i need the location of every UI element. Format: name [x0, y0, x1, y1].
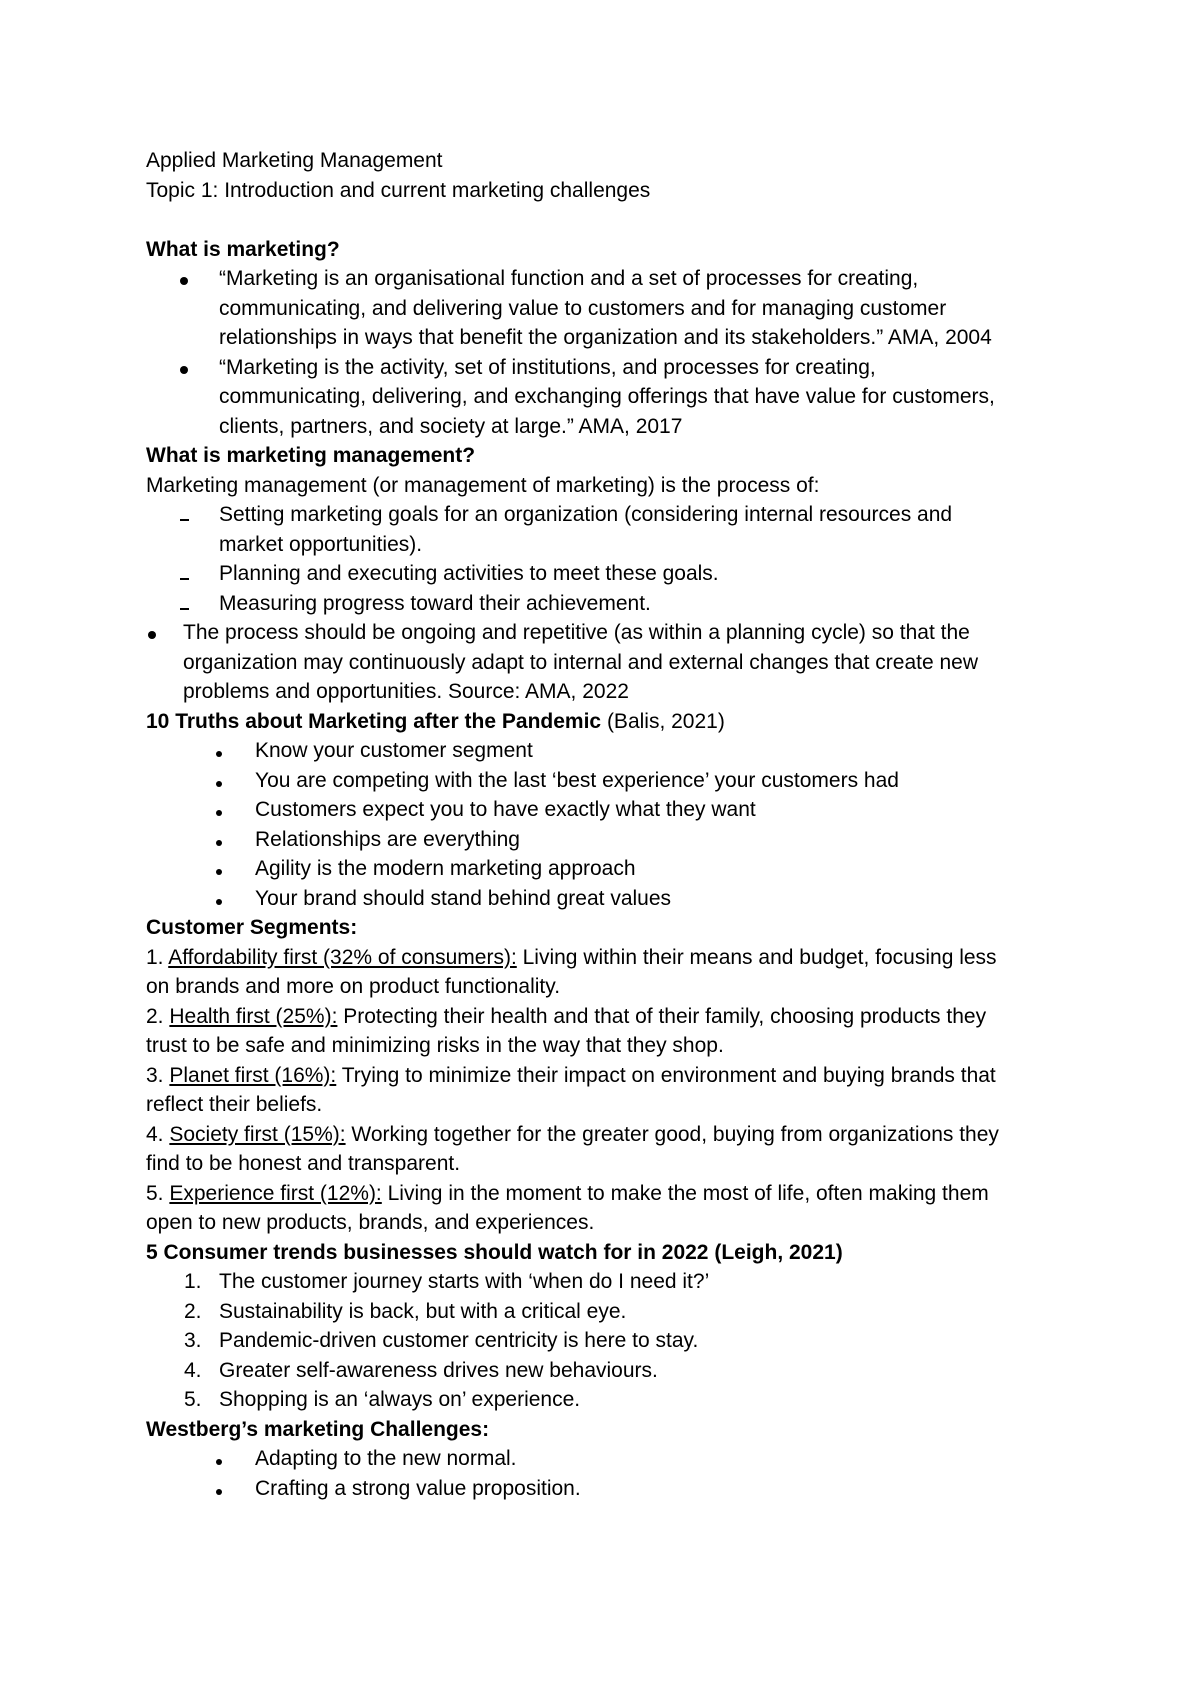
trend-item: The customer journey starts with ‘when do I need it?’ — [219, 1270, 710, 1293]
segment-item: 2. Health first (25%): Protecting their health and that of their family, choosing products they trust to be safe and minimizing risks in the way that they shop. — [146, 1004, 987, 1057]
definition-ama-2017: “Marketing is the activity, set of institutions, and processes for creating, communicating, delivering, and exchanging offerings that have value for customers, clients, partners, and society at large.” AMA, 2017 — [219, 355, 995, 438]
list-item — [146, 854, 1076, 884]
challenge-item: Adapting to the new normal. — [255, 1447, 517, 1470]
list-item — [146, 825, 1076, 855]
management-step: Planning and executing activities to meet these goals. — [219, 562, 719, 585]
section-heading-management: What is marketing management? — [146, 444, 476, 467]
section-heading-marketing: What is marketing? — [146, 237, 340, 261]
list-item — [146, 618, 1076, 707]
bullet-icon — [216, 766, 222, 796]
list-item — [146, 884, 1076, 914]
bullet-icon — [180, 264, 188, 294]
list-item — [146, 353, 1076, 442]
dash-icon — [180, 500, 189, 530]
list-number: 4. — [184, 1358, 202, 1382]
trend-item: Sustainability is back, but with a critical eye. — [219, 1299, 627, 1323]
truths-heading: 10 Truths about Marketing after the Pandemic — [146, 709, 602, 733]
list-item — [146, 589, 1076, 619]
list-item — [146, 1385, 1076, 1415]
list-item — [146, 559, 1076, 589]
truth-item: Your brand should stand behind great values — [255, 886, 672, 910]
course-title: Applied Marketing Management — [146, 149, 443, 172]
section-heading-challenges: Westberg’s marketing Challenges: — [146, 1417, 490, 1441]
list-item — [146, 766, 1076, 796]
management-step: Measuring progress toward their achievement. — [219, 591, 651, 615]
bullet-icon — [148, 618, 156, 648]
trend-item: Shopping is an ‘always on’ experience. — [219, 1388, 581, 1411]
dash-icon — [180, 589, 189, 619]
truth-item: Relationships are everything — [255, 827, 520, 851]
list-number: 5. — [184, 1388, 202, 1411]
list-item — [146, 1356, 1076, 1386]
segment-item: 4. Society first (15%): Working together for the greater good, buying from organizations they find to be honest and transparent. — [146, 1122, 999, 1175]
management-intro: Marketing management (or management of marketing) is the process of: — [146, 473, 820, 497]
truth-item: Agility is the modern marketing approach — [255, 857, 636, 880]
trend-item: Pandemic-driven customer centricity is here to stay. — [219, 1329, 699, 1352]
truth-item: Know your customer segment — [255, 739, 533, 762]
section-heading-segments: Customer Segments: — [146, 916, 358, 939]
section-heading-trends: 5 Consumer trends businesses should watch for in 2022 (Leigh, 2021) — [146, 1240, 843, 1264]
list-number: 2. — [184, 1299, 202, 1323]
list-item — [146, 1297, 1076, 1327]
bullet-icon — [216, 825, 222, 855]
challenge-item: Crafting a strong value proposition. — [255, 1476, 581, 1500]
list-item — [146, 795, 1076, 825]
list-item — [146, 1444, 1076, 1474]
document-page — [146, 146, 1076, 1503]
bullet-icon — [216, 1444, 222, 1474]
management-note: The process should be ongoing and repetitive (as within a planning cycle) so that the organization may continuously adapt to internal and external changes that create new problems and opportunities. Source: AMA, 2022 — [183, 621, 979, 703]
list-number: 1. — [184, 1270, 202, 1293]
list-number: 3. — [184, 1329, 202, 1352]
management-step: Setting marketing goals for an organization (considering internal resources and market opportunities). — [219, 503, 953, 556]
section-heading-truths — [146, 707, 1076, 737]
truths-citation: (Balis, 2021) — [601, 709, 725, 733]
bullet-icon — [216, 854, 222, 884]
definition-ama-2004: “Marketing is an organisational function and a set of processes for creating, communicating, and delivering value to customers and for managing customer relationships in ways that benefit the organization and its stakeholders.” AMA, 2004 — [219, 267, 992, 349]
list-item — [146, 1326, 1076, 1356]
topic-title: Topic 1: Introduction and current marketing challenges — [146, 178, 651, 202]
truth-item: You are competing with the last ‘best experience’ your customers had — [255, 768, 899, 792]
bullet-icon — [180, 353, 188, 383]
list-item — [146, 1474, 1076, 1504]
bullet-icon — [216, 736, 222, 766]
list-item — [146, 1267, 1076, 1297]
bullet-icon — [216, 884, 222, 914]
truth-item: Customers expect you to have exactly what they want — [255, 798, 756, 821]
bullet-icon — [216, 795, 222, 825]
trend-item: Greater self-awareness drives new behaviours. — [219, 1358, 658, 1382]
list-item — [146, 264, 1076, 353]
segment-item: 1. Affordability first (32% of consumers): Living within their means and budget, focusing less on brands and more on product functionality. — [146, 945, 997, 998]
segment-item: 3. Planet first (16%): Trying to minimize their impact on environment and buying brands that reflect their beliefs. — [146, 1063, 996, 1116]
segment-item: 5. Experience first (12%): Living in the moment to make the most of life, often making them open to new products, brands, and experiences. — [146, 1181, 989, 1234]
bullet-icon — [216, 1474, 222, 1504]
list-item — [146, 736, 1076, 766]
spacer — [146, 205, 1076, 235]
dash-icon — [180, 559, 189, 589]
list-item — [146, 500, 1076, 559]
